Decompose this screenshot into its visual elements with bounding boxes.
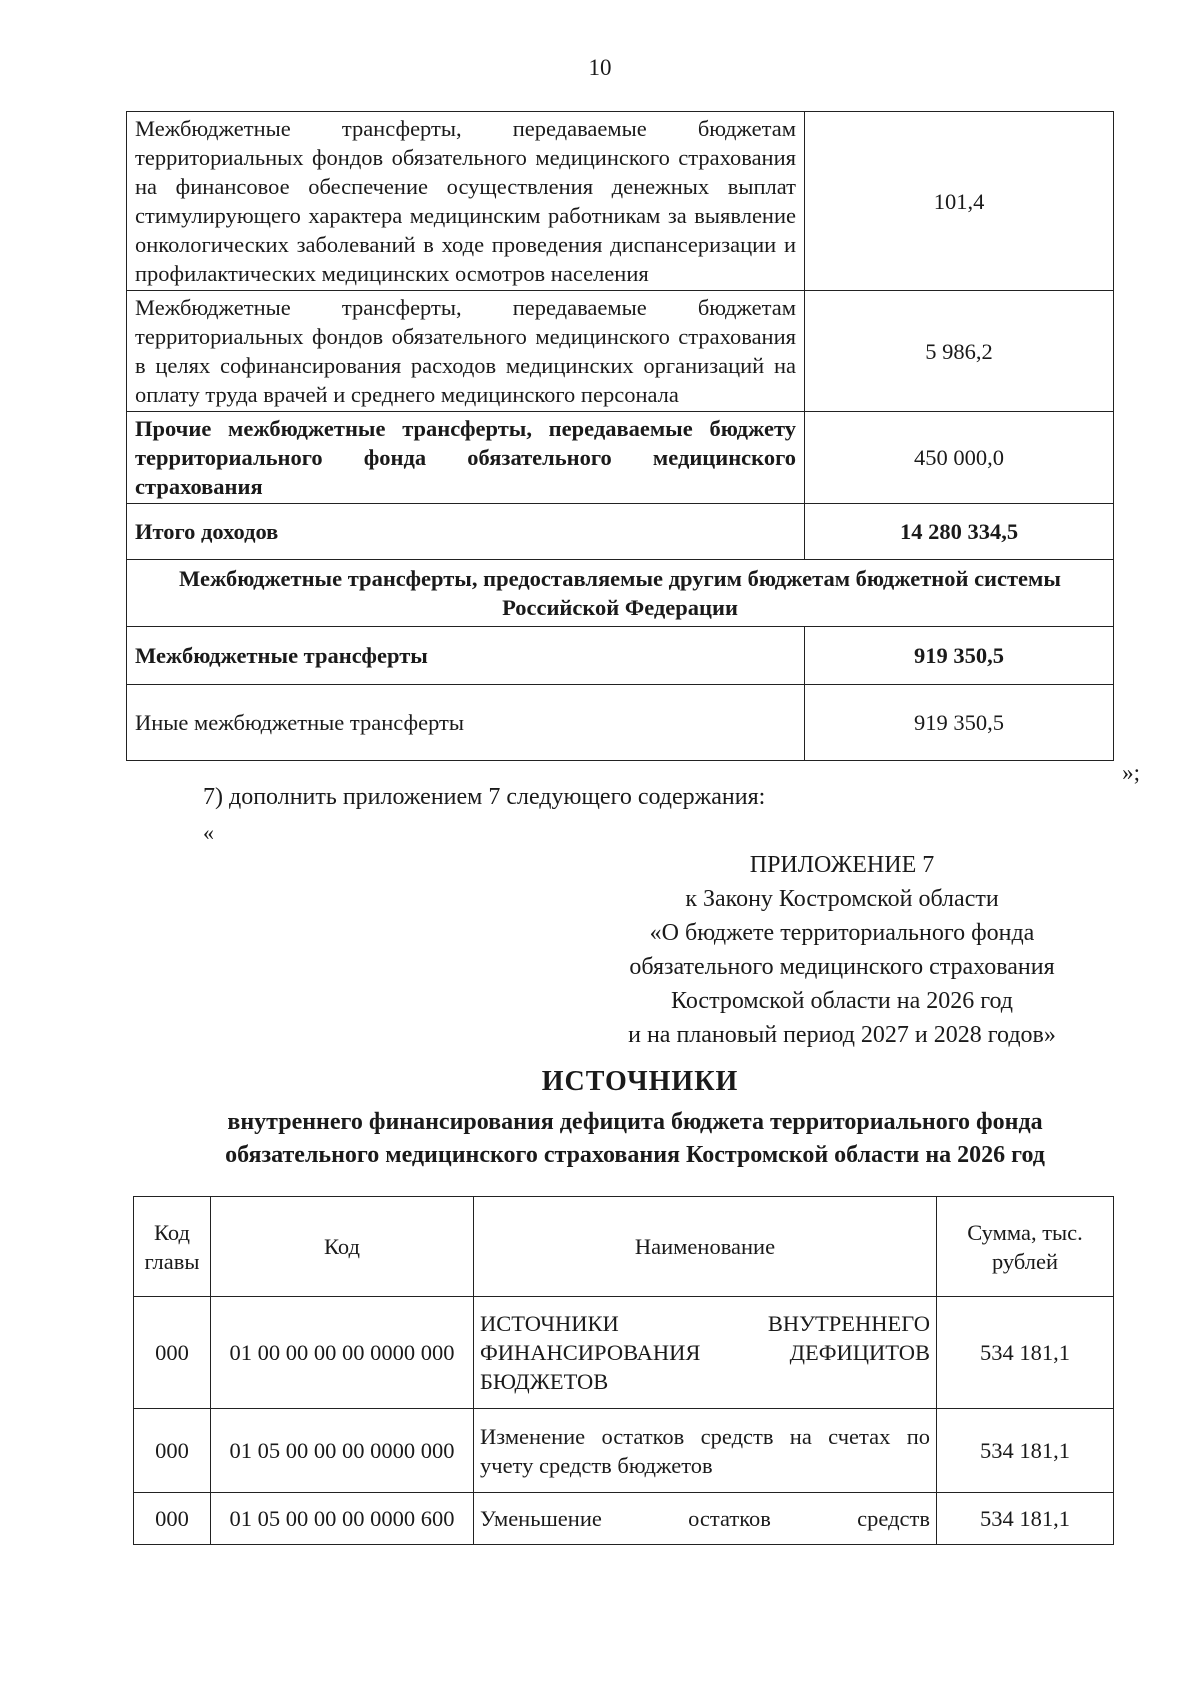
table-row: [134, 1409, 1114, 1493]
document-title: ИСТОЧНИКИ: [541, 1066, 739, 1097]
appendix-line: обязательного медицинского страхования: [629, 954, 1055, 980]
row-amount: 5 986,2: [805, 291, 1114, 412]
header-name: Наименование: [474, 1197, 937, 1297]
document-subtitle: [150, 1106, 1120, 1172]
row-name: Межбюджетные трансферты, передаваемые бюджетам территориальных фондов обязательного медицинского страхования на финансовое обеспечение осуществления денежных выплат стимулирующего характера медицинским работникам за выявление онкологических заболеваний в ходе проведения диспансеризации и профилактических медицинских осмотров населения: [127, 112, 805, 291]
cell-chapter: 000: [134, 1297, 211, 1409]
cell-amount: 534 181,1: [937, 1409, 1114, 1493]
header-chapter-code: Код главы: [134, 1197, 211, 1297]
cell-code: 01 05 00 00 00 0000 000: [211, 1409, 474, 1493]
opening-quote: «: [203, 820, 214, 845]
subtitle-line: внутреннего финансирования дефицита бюджета территориального фонда: [227, 1109, 1043, 1135]
cell-amount: 534 181,1: [937, 1493, 1114, 1545]
transfers-amount: 919 350,5: [805, 627, 1114, 685]
cell-chapter: 000: [134, 1409, 211, 1493]
appendix-line: «О бюджете территориального фонда: [649, 920, 1035, 946]
sources-table: [133, 1196, 1114, 1545]
total-amount: 14 280 334,5: [805, 504, 1114, 560]
cell-name: Изменение остатков средств на счетах по учету средств бюджетов: [474, 1409, 937, 1493]
other-transfers-label: Иные межбюджетные трансферты: [127, 685, 805, 761]
total-row: [127, 504, 1114, 560]
transfers-label: Межбюджетные трансферты: [127, 627, 805, 685]
row-amount: 101,4: [805, 112, 1114, 291]
cell-name: ИСТОЧНИКИ ВНУТРЕННЕГО ФИНАНСИРОВАНИЯ ДЕФИЦИТОВ БЮДЖЕТОВ: [474, 1297, 937, 1409]
table-row: [127, 291, 1114, 412]
cell-name: Уменьшение остатков средств: [474, 1493, 937, 1545]
table-row: [134, 1297, 1114, 1409]
table-row: [127, 412, 1114, 504]
cell-amount: 534 181,1: [937, 1297, 1114, 1409]
section-header: Межбюджетные трансферты, предоставляемые другим бюджетам бюджетной системы Российской Федерации: [127, 560, 1114, 627]
row-name: Межбюджетные трансферты, передаваемые бюджетам территориальных фондов обязательного медицинского страхования в целях софинансирования расходов медицинских организаций на оплату труда врачей и среднего медицинского персонала: [127, 291, 805, 412]
income-table: [126, 111, 1114, 761]
appendix-line: и на плановый период 2027 и 2028 годов»: [628, 1022, 1056, 1048]
table-row: [127, 112, 1114, 291]
table-row: [127, 685, 1114, 761]
appendix-line: к Закону Костромской области: [685, 886, 999, 912]
header-code: Код: [211, 1197, 474, 1297]
amendment-text: 7) дополнить приложением 7 следующего содержания:: [203, 784, 766, 810]
total-label: Итого доходов: [127, 504, 805, 560]
appendix-title: ПРИЛОЖЕНИЕ 7: [749, 852, 935, 878]
header-amount: Сумма, тыс. рублей: [937, 1197, 1114, 1297]
subtitle-line: обязательного медицинского страхования Костромской области на 2026 год: [225, 1142, 1045, 1168]
table-row: [134, 1493, 1114, 1545]
header-row: [134, 1197, 1114, 1297]
appendix-block: [562, 848, 1122, 1052]
row-amount: 450 000,0: [805, 412, 1114, 504]
table-row: [127, 627, 1114, 685]
cell-code: 01 00 00 00 00 0000 000: [211, 1297, 474, 1409]
page-number: 10: [588, 55, 612, 80]
cell-code: 01 05 00 00 00 0000 600: [211, 1493, 474, 1545]
other-transfers-amount: 919 350,5: [805, 685, 1114, 761]
appendix-line: Костромской области на 2026 год: [671, 988, 1013, 1014]
cell-chapter: 000: [134, 1493, 211, 1545]
row-name: Прочие межбюджетные трансферты, передаваемые бюджету территориального фонда обязательного медицинского страхования: [127, 412, 805, 504]
closing-quote: »;: [1122, 760, 1140, 785]
section-header-row: [127, 560, 1114, 627]
